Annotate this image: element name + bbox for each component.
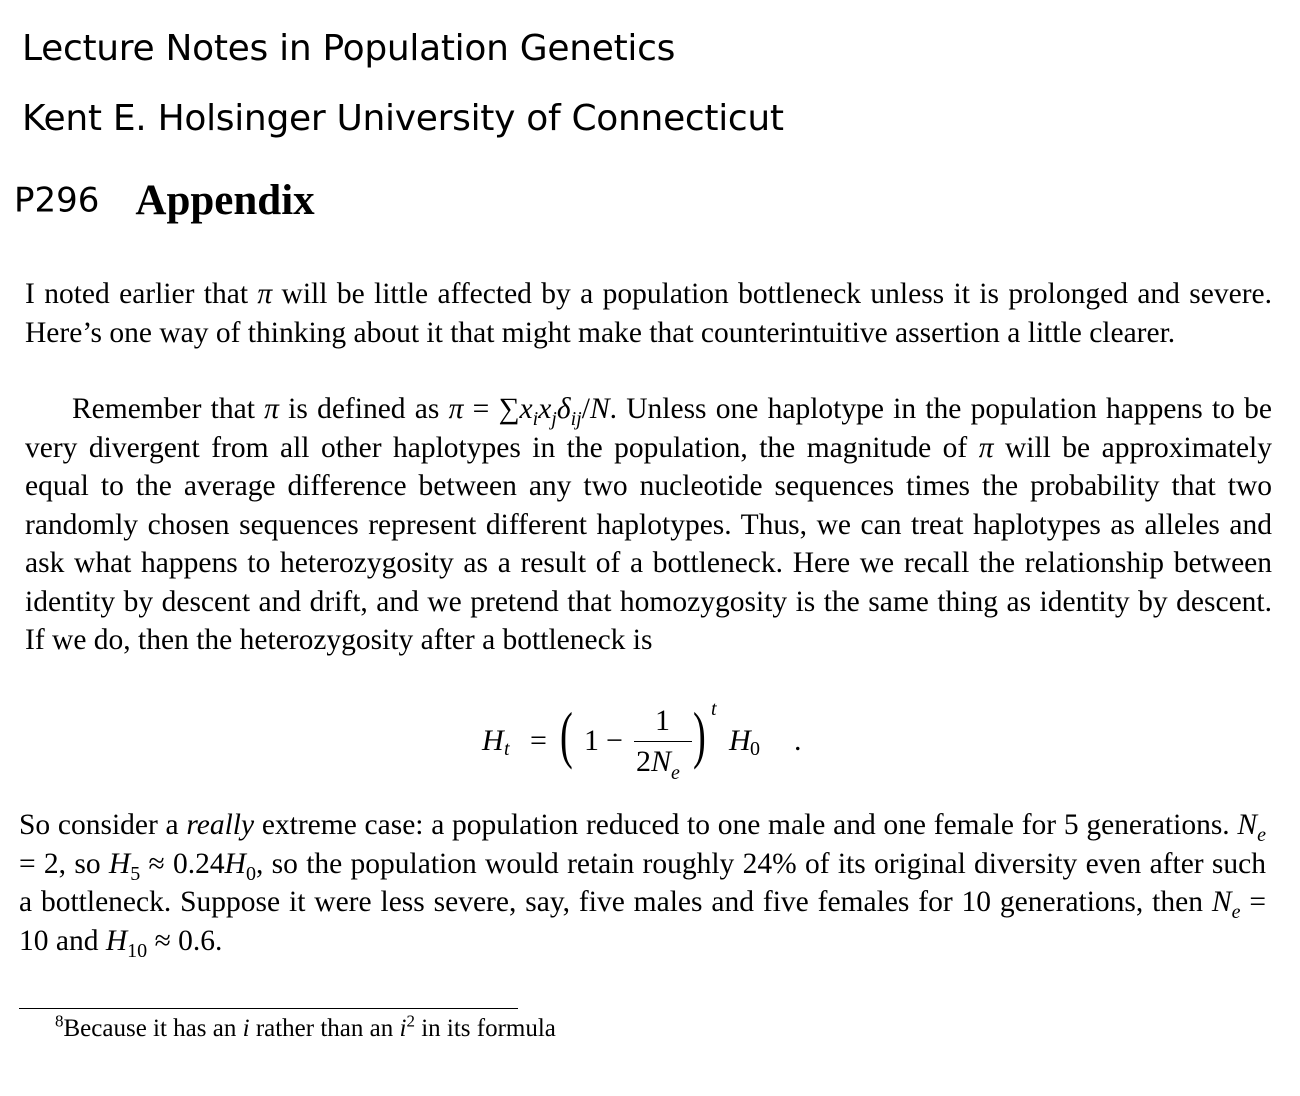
eq-one: 1: [584, 724, 599, 757]
sub-e: e: [1231, 900, 1241, 923]
paragraph-1: [25, 275, 1272, 352]
var-N: N: [1237, 809, 1258, 841]
text-run: will be approximately equal to the average difference between any two nucleotide sequences times the probability that two randomly chosen sequences represent different haplotypes. Thus, we can treat haplotypes as alleles and ask what happens to heterozygosity as a result of a bottleneck. Here we recall the relationship between identity by descent and drift, and we pretend that homozygosity is the same thing as identity by descent. If we do, then the heterozygosity after a bottleneck is: [25, 431, 1272, 656]
var-N: N: [589, 393, 610, 425]
emphasis-really: really: [186, 809, 255, 841]
text-run: is defined as: [278, 393, 449, 425]
eq-numerator: 1: [655, 704, 670, 737]
eq-N: N: [651, 745, 672, 778]
text-run: So consider a: [19, 809, 187, 841]
eq-H: H: [482, 724, 504, 757]
text-run: , so the population would retain roughly 24% of its original diversity even after such a bottleneck. Suppose it were less severe, say, five males and five females for 10 generations, then: [19, 847, 1266, 918]
footnote: [55, 1011, 556, 1043]
text-run: = 2, so: [19, 847, 109, 880]
footnote-marker: 8: [55, 1011, 64, 1031]
equals-sign: =: [463, 393, 499, 425]
text-run: ≈ 0.24: [140, 847, 225, 880]
eq-denominator: [636, 745, 680, 784]
sub-5: 5: [130, 862, 141, 885]
var-x: x: [538, 393, 552, 425]
footnote-rule: [19, 1008, 518, 1009]
page-heading: [14, 176, 315, 225]
eq-H: H: [729, 724, 751, 757]
text-run: . Unless one haplotype in the population happens to be very divergent from all other haplotypes in the population, the magnitude of: [25, 393, 1272, 464]
eq-sup-t: t: [711, 698, 717, 720]
paragraph-2: [25, 390, 1272, 660]
pi-symbol: π: [978, 431, 994, 464]
sub-ij: ij: [570, 407, 582, 430]
text-run: Because it has an: [63, 1015, 243, 1042]
text-run: I noted earlier that: [25, 278, 258, 310]
text-run: = 10 and: [19, 886, 1266, 957]
pi-symbol: π: [448, 393, 464, 425]
var-N: N: [1211, 886, 1232, 918]
text-run: rather than an: [249, 1015, 400, 1042]
text-run: extreme case: a population reduced to one male and one female for 5 generations.: [254, 809, 1238, 841]
eq-fraction-bar: [634, 741, 692, 742]
pi-symbol: π: [264, 393, 279, 425]
sub-0: 0: [245, 862, 256, 885]
sub-10: 10: [127, 939, 148, 962]
heterozygosity-equation: [482, 698, 822, 784]
text-run: in its formula: [414, 1015, 556, 1042]
eq-sub-e: e: [671, 762, 680, 784]
sub-i: i: [532, 407, 539, 430]
sub-e: e: [1257, 823, 1266, 846]
eq-two: 2: [636, 745, 651, 778]
eq-sub-t: t: [504, 738, 510, 760]
author-line: Kent E. Holsinger University of Connecticut: [22, 98, 784, 139]
sum-symbol: ∑: [498, 393, 520, 425]
eq-minus: −: [606, 724, 623, 757]
text-run: Remember that: [72, 393, 265, 425]
var-H: H: [108, 847, 131, 880]
eq-sub-zero: 0: [750, 738, 760, 760]
pi-symbol: π: [257, 278, 273, 310]
slash: /: [581, 393, 590, 425]
sub-j: j: [551, 407, 557, 430]
paragraph-3: [19, 806, 1266, 960]
superscript-2: 2: [406, 1011, 415, 1031]
text-run: will be little affected by a population bottleneck unless it is prolonged and severe. Here’s one way of thinking about it that might make that counterintuitive assertion a little clearer.: [25, 278, 1272, 349]
section-title: Appendix: [135, 177, 315, 224]
var-i: i: [399, 1015, 407, 1042]
var-H: H: [105, 924, 128, 957]
page-number: P296: [14, 180, 100, 221]
eq-right-paren: ): [693, 699, 706, 770]
eq-period: .: [794, 724, 802, 757]
var-i: i: [242, 1015, 250, 1042]
var-H: H: [224, 847, 246, 880]
course-title: Lecture Notes in Population Genetics: [22, 28, 676, 69]
text-run: ≈ 0.6.: [147, 924, 223, 957]
delta-symbol: δ: [556, 393, 571, 425]
eq-left-paren: (: [560, 699, 573, 770]
var-x: x: [519, 393, 533, 425]
eq-equals: =: [530, 724, 547, 757]
